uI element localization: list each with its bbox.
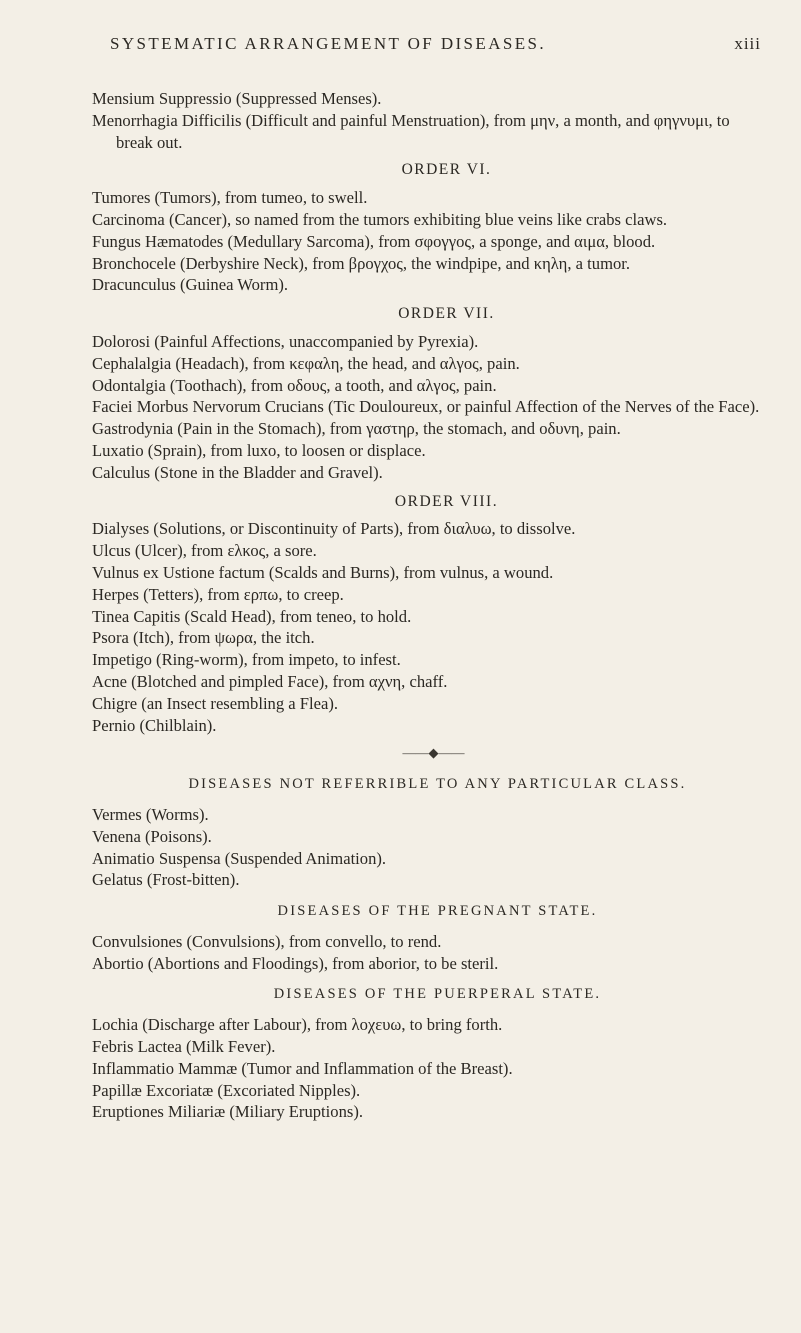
running-head bbox=[110, 34, 761, 60]
section-heading-puerperal: DISEASES OF THE PUERPERAL STATE. bbox=[273, 986, 602, 1003]
entry-eruptiones-miliariae: Eruptiones Miliariæ (Miliary Eruptions). bbox=[92, 1102, 363, 1122]
entry-ulcus: Ulcus (Ulcer), from ελκος, a sore. bbox=[92, 541, 317, 561]
entry-tumores: Tumores (Tumors), from tumeo, to swell. bbox=[92, 188, 368, 208]
entry-dialyses: Dialyses (Solutions, or Discontinuity of Parts), from διαλυω, to dissolve. bbox=[92, 519, 576, 539]
entry-papillae-excoriatae: Papillæ Excoriatæ (Excoriated Nipples). bbox=[92, 1080, 361, 1100]
entry-acne: Acne (Blotched and pimpled Face), from αχνη, chaff. bbox=[92, 671, 448, 691]
page-number: xiii bbox=[734, 34, 761, 53]
entry-gelatus: Gelatus (Frost-bitten). bbox=[92, 870, 240, 890]
entry-animatio-suspensa: Animatio Suspensa (Suspended Animation). bbox=[92, 848, 387, 868]
entry-fungus-haematodes: Fungus Hæmatodes (Medullary Sarcoma), from σφογγος, a sponge, and αιμα, blood. bbox=[92, 231, 656, 251]
entry-tinea-capitis: Tinea Capitis (Scald Head), from teneo, to hold. bbox=[92, 606, 412, 626]
section-heading-not-referrible: DISEASES NOT REFERRIBLE TO ANY PARTICULAR CLASS. bbox=[188, 776, 687, 793]
entry-mensium-suppressio: Mensium Suppressio (Suppressed Menses). bbox=[92, 89, 382, 108]
page-body bbox=[92, 88, 765, 1123]
entry-dracunculus: Dracunculus (Guinea Worm). bbox=[92, 275, 289, 295]
entry-odontalgia: Odontalgia (Toothach), from οδους, a tooth, and αλγος, pain. bbox=[92, 375, 497, 395]
entry-vulnus: Vulnus ex Ustione factum (Scalds and Burns), from vulnus, a wound. bbox=[92, 562, 554, 582]
entry-menorrhagia-difficilis: Menorrhagia Difficilis (Difficult and painful Menstruation), from μην, a month, and φηγνυμι, to break out. bbox=[92, 110, 730, 152]
entry-pernio: Pernio (Chilblain). bbox=[92, 715, 217, 735]
order-vi-heading: ORDER VI. bbox=[401, 161, 492, 179]
entry-vermes: Vermes (Worms). bbox=[92, 804, 209, 824]
entry-convulsiones: Convulsiones (Convulsions), from convello, to rend. bbox=[92, 931, 442, 951]
entry-febris-lactea: Febris Lactea (Milk Fever). bbox=[92, 1037, 276, 1057]
entry-calculus: Calculus (Stone in the Bladder and Gravel). bbox=[92, 462, 383, 482]
running-title: SYSTEMATIC ARRANGEMENT OF DISEASES. bbox=[110, 34, 547, 53]
entry-gastrodynia: Gastrodynia (Pain in the Stomach), from γαστηρ, the stomach, and οδυνη, pain. bbox=[92, 419, 621, 439]
entry-venena: Venena (Poisons). bbox=[92, 826, 212, 846]
entry-carcinoma: Carcinoma (Cancer), so named from the tumors exhibiting blue veins like crabs claws. bbox=[92, 209, 668, 229]
entry-impetigo: Impetigo (Ring-worm), from impeto, to infest. bbox=[92, 650, 401, 670]
entry-luxatio: Luxatio (Sprain), from luxo, to loosen or displace. bbox=[92, 440, 426, 460]
ornamental-separator: ——◆—— bbox=[402, 745, 465, 761]
order-viii-heading: ORDER VIII. bbox=[394, 492, 499, 510]
entry-faciei-morbus: Faciei Morbus Nervorum Crucians (Tic Douloureux, or painful Affection of the Nerves of the Face). bbox=[92, 397, 760, 417]
entry-dolorosi: Dolorosi (Painful Affections, unaccompanied by Pyrexia). bbox=[92, 331, 479, 351]
entry-cephalalgia: Cephalalgia (Headach), from κεφαλη, the head, and αλγος, pain. bbox=[92, 353, 520, 373]
order-vii-heading: ORDER VII. bbox=[398, 305, 495, 323]
entry-lochia: Lochia (Discharge after Labour), from λοχευω, to bring forth. bbox=[92, 1015, 503, 1035]
entry-herpes: Herpes (Tetters), from ερπω, to creep. bbox=[92, 584, 344, 604]
entry-psora: Psora (Itch), from ψωρα, the itch. bbox=[92, 628, 315, 648]
entry-bronchocele: Bronchocele (Derbyshire Neck), from βρογχος, the windpipe, and κηλη, a tumor. bbox=[92, 253, 631, 273]
section-heading-pregnant: DISEASES OF THE PREGNANT STATE. bbox=[277, 903, 598, 920]
entry-inflammatio-mammae: Inflammatio Mammæ (Tumor and Inflammation of the Breast). bbox=[92, 1058, 513, 1078]
entry-abortio: Abortio (Abortions and Floodings), from aborior, to be steril. bbox=[92, 953, 499, 973]
entry-chigre: Chigre (an Insect resembling a Flea). bbox=[92, 693, 339, 713]
